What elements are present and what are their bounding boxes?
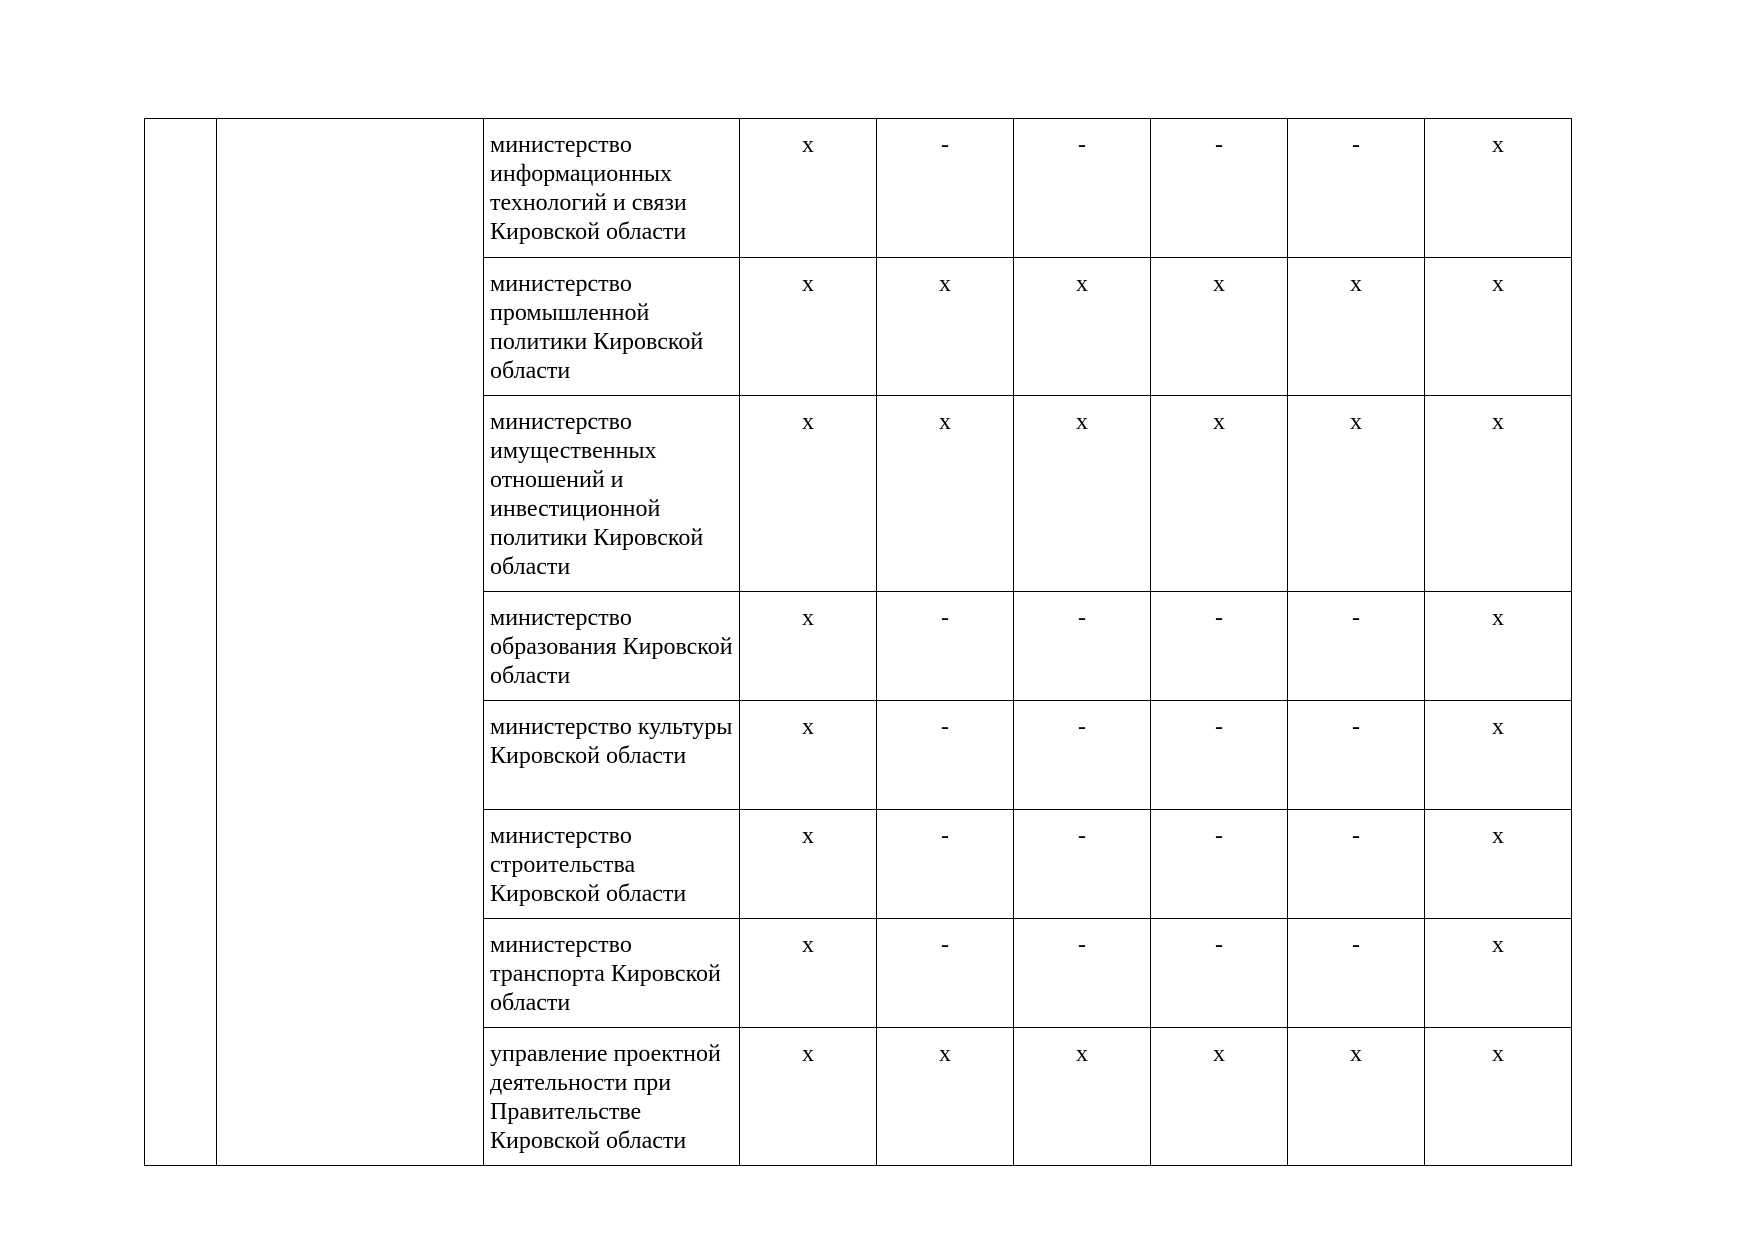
mark-cell: -	[1151, 119, 1288, 258]
mark-cell: -	[1288, 701, 1425, 810]
measure-cell	[217, 119, 484, 1166]
ministry-name-cell: министерство строительства Кировской области	[484, 810, 740, 919]
ministry-name-cell: управление проектной деятельности при Правительстве Кировской области	[484, 1028, 740, 1166]
mark-cell: -	[877, 810, 1014, 919]
mark-cell: х	[1151, 396, 1288, 592]
mark-cell: х	[1014, 258, 1151, 396]
mark-cell: -	[1288, 919, 1425, 1028]
mark-cell: -	[877, 919, 1014, 1028]
mark-cell: х	[740, 1028, 877, 1166]
mark-cell: -	[877, 592, 1014, 701]
mark-cell: х	[1425, 592, 1572, 701]
mark-cell: х	[1288, 1028, 1425, 1166]
ministry-name-cell: министерство промышленной политики Кировской области	[484, 258, 740, 396]
mark-cell: х	[1288, 396, 1425, 592]
ministry-name-cell: министерство культуры Кировской области	[484, 701, 740, 810]
mark-cell: -	[1151, 810, 1288, 919]
mark-cell: -	[1288, 119, 1425, 258]
mark-cell: х	[740, 701, 877, 810]
ministry-name-cell: министерство имущественных отношений и инвестиционной политики Кировской области	[484, 396, 740, 592]
mark-cell: х	[1425, 919, 1572, 1028]
mark-cell: х	[1425, 810, 1572, 919]
mark-cell: х	[1425, 119, 1572, 258]
mark-cell: х	[877, 258, 1014, 396]
mark-cell: -	[1014, 592, 1151, 701]
ministry-name-cell: министерство образования Кировской области	[484, 592, 740, 701]
mark-cell: -	[1151, 592, 1288, 701]
mark-cell: -	[1288, 592, 1425, 701]
table-row	[145, 119, 1572, 258]
mark-cell: х	[740, 119, 877, 258]
mark-cell: х	[1014, 1028, 1151, 1166]
mark-cell: -	[877, 701, 1014, 810]
mark-cell: х	[1151, 1028, 1288, 1166]
mark-cell: х	[877, 1028, 1014, 1166]
mark-cell: -	[1014, 919, 1151, 1028]
ministry-name-cell: министерство информационных технологий и связи Кировской области	[484, 119, 740, 258]
mark-cell: х	[1425, 258, 1572, 396]
mark-cell: х	[1288, 258, 1425, 396]
mark-cell: х	[740, 919, 877, 1028]
mark-cell: -	[1288, 810, 1425, 919]
mark-cell: х	[740, 592, 877, 701]
mark-cell: -	[1151, 701, 1288, 810]
mark-cell: х	[740, 396, 877, 592]
ministries-table	[144, 118, 1572, 1166]
mark-cell: х	[1151, 258, 1288, 396]
mark-cell: х	[740, 258, 877, 396]
mark-cell: -	[1014, 810, 1151, 919]
mark-cell: -	[1014, 119, 1151, 258]
mark-cell: х	[877, 396, 1014, 592]
mark-cell: х	[740, 810, 877, 919]
ministry-name-cell: министерство транспорта Кировской области	[484, 919, 740, 1028]
mark-cell: х	[1014, 396, 1151, 592]
number-cell	[145, 119, 217, 1166]
mark-cell: х	[1425, 701, 1572, 810]
mark-cell: -	[877, 119, 1014, 258]
mark-cell: -	[1014, 701, 1151, 810]
mark-cell: х	[1425, 396, 1572, 592]
mark-cell: х	[1425, 1028, 1572, 1166]
mark-cell: -	[1151, 919, 1288, 1028]
